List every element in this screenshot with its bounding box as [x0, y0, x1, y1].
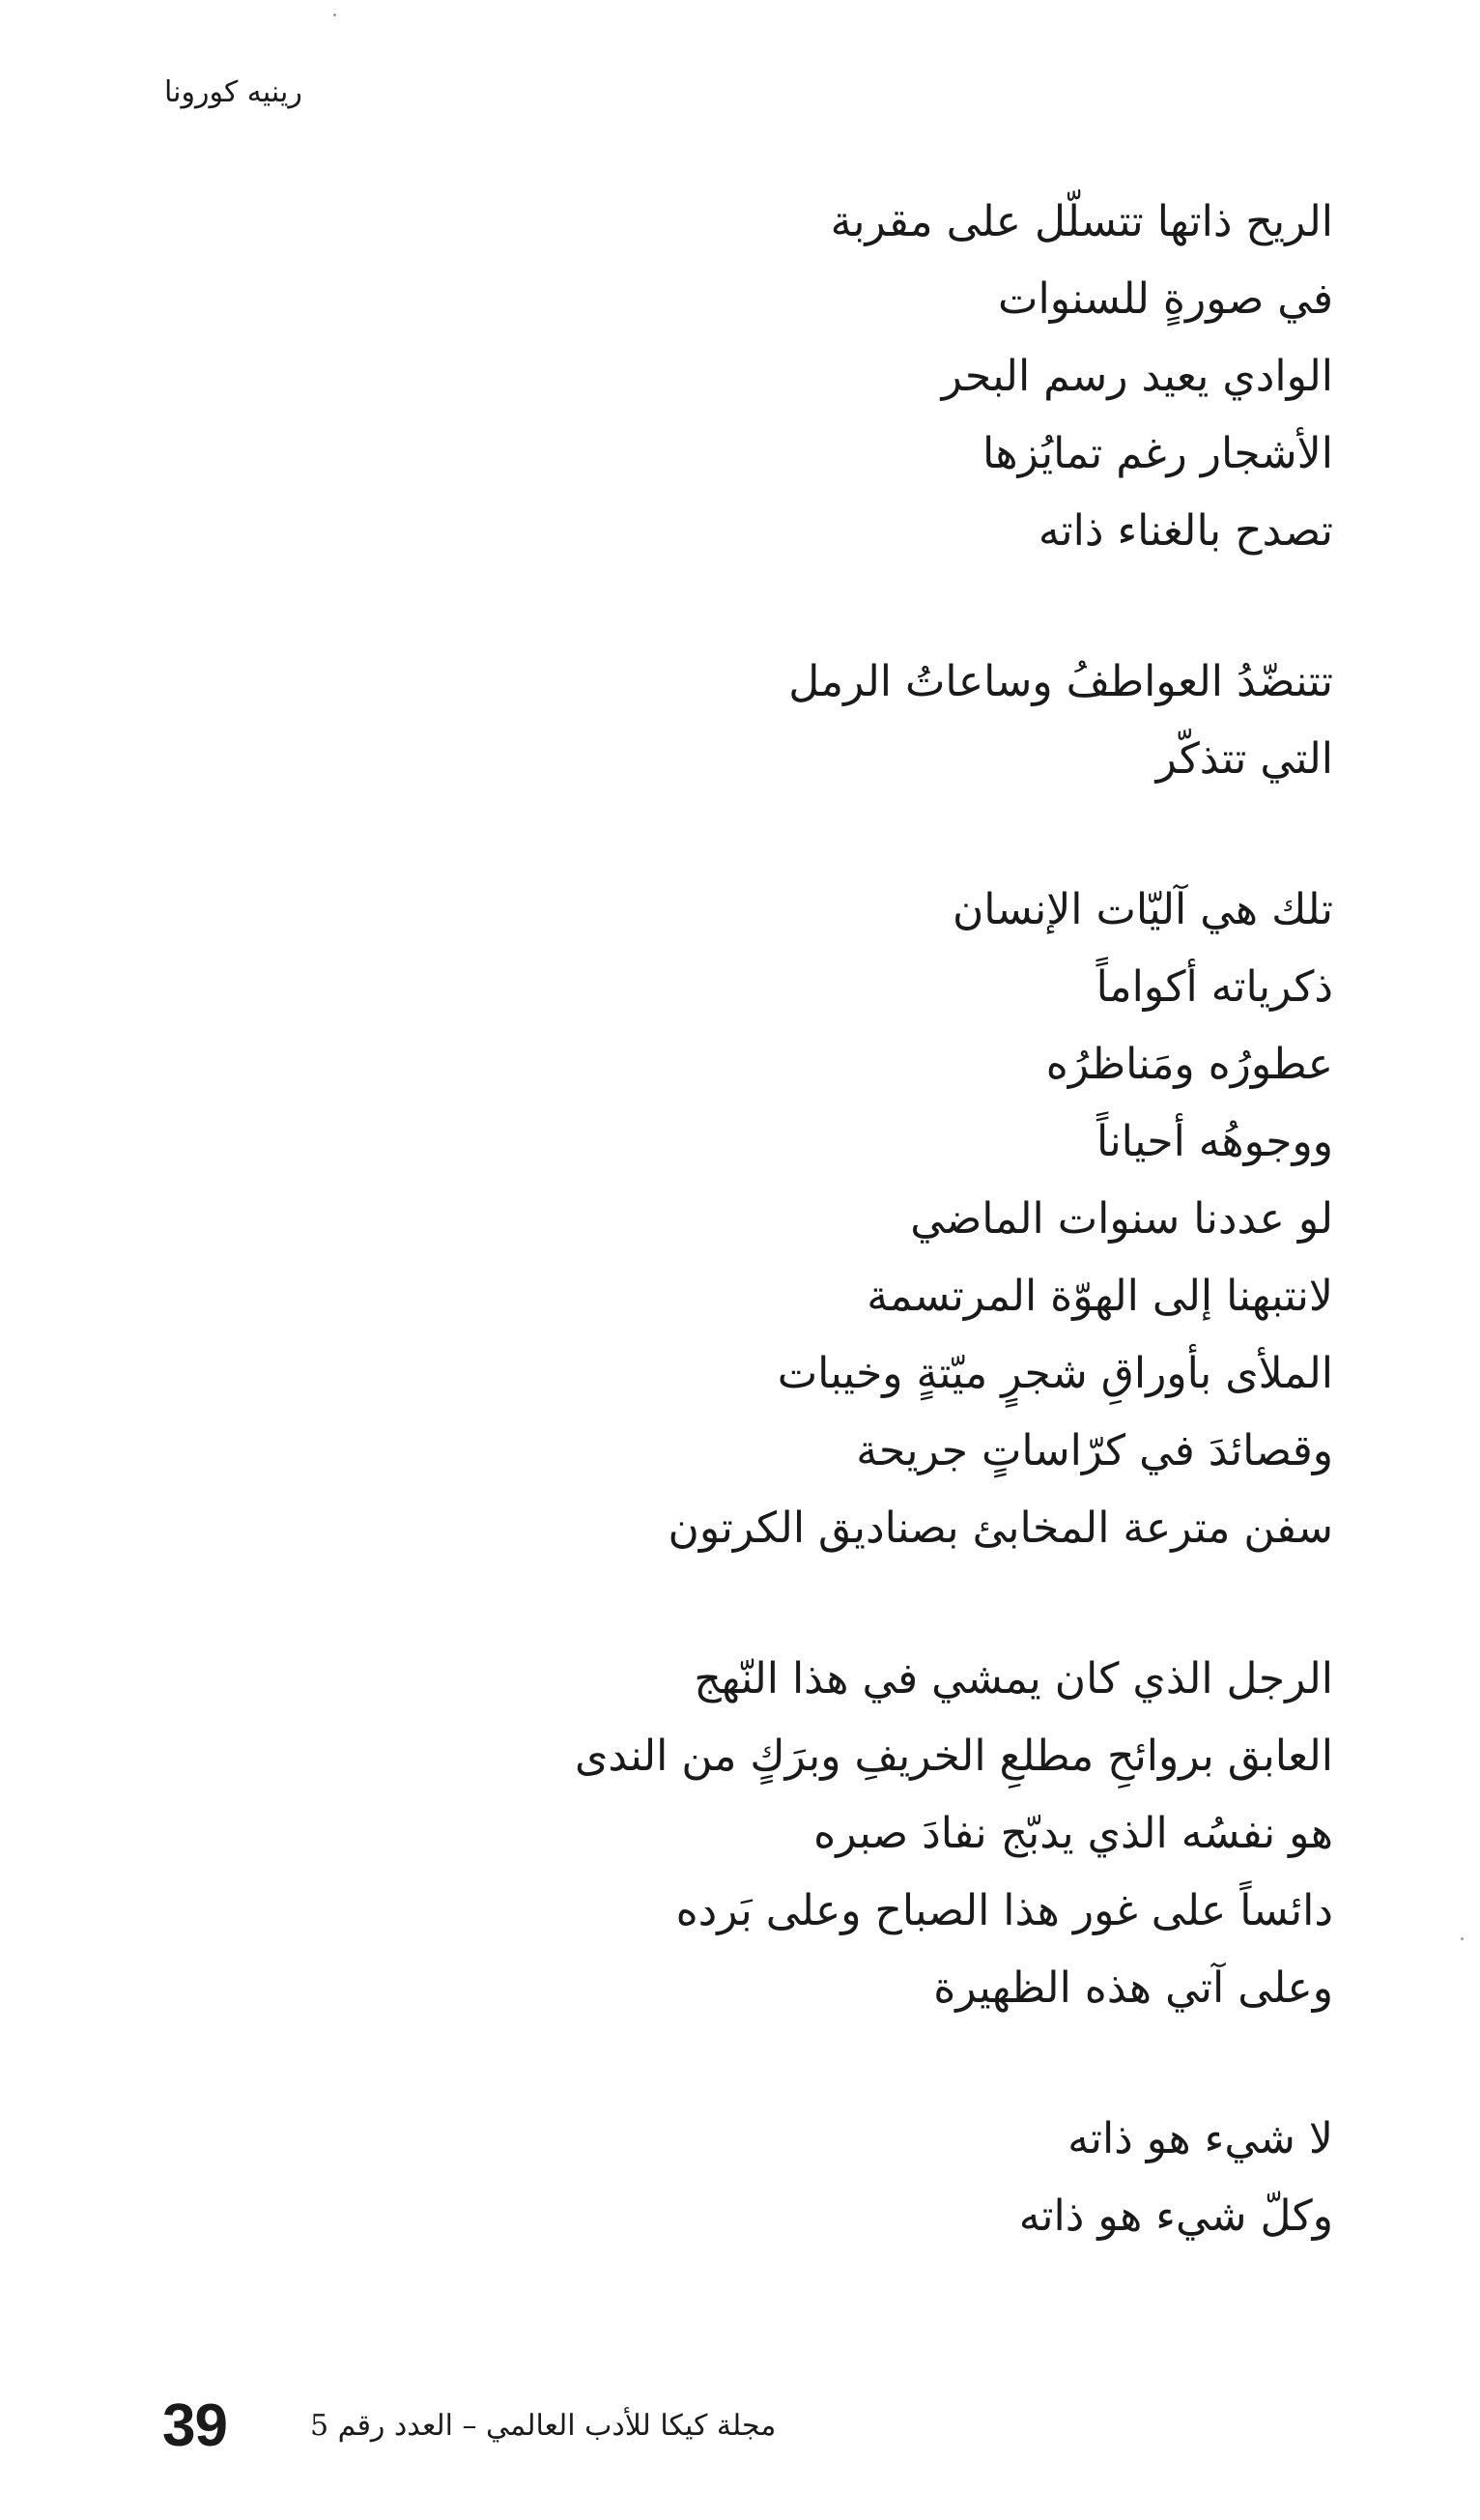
poem-line: الملأى بأوراقِ شجرٍ ميّتةٍ وخيبات [777, 1349, 1333, 1398]
stanza-4 [270, 1641, 1333, 2027]
poem-line: العابق بروائحِ مطلعِ الخريفِ وبرَكٍ من الندى [574, 1732, 1333, 1781]
poem-line: هو نفسُه الذي يدبّج نفادَ صبره [813, 1809, 1333, 1858]
author-name: رينيه كورونا [164, 75, 302, 109]
poem-line: تلك هي آليّات الإنسان [952, 885, 1333, 934]
poem-line: تصدح بالغناء ذاته [1038, 506, 1333, 556]
stanza-5 [270, 2101, 1333, 2255]
poem-line: سفن مترعة المخابئ بصناديق الكرتون [668, 1503, 1333, 1553]
poem-line: التي تتذكّر [1155, 734, 1333, 784]
poem-line: عطورُه ومَناظرُه [1045, 1040, 1333, 1089]
scan-speck [1461, 1937, 1464, 1940]
poem-line: وعلى آتي هذه الظهيرة [933, 1963, 1333, 2013]
poem-line: لا شيء هو ذاته [1067, 2114, 1333, 2163]
scan-speck [333, 14, 336, 16]
poem-line: دائساً على غور هذا الصباح وعلى بَرده [675, 1886, 1333, 1935]
poem-line: في صورةٍ للسنوات [998, 274, 1333, 324]
poem-line: الوادي يعيد رسم البحر [941, 352, 1333, 401]
stanza-2 [270, 644, 1333, 798]
poem-line: تتنضّدُ العواطفُ وساعاتُ الرمل [788, 657, 1333, 706]
journal-title: مجلة كيكا للأدب العالمي – العدد رقم 5 [309, 2408, 777, 2443]
stanza-3 [270, 872, 1333, 1567]
page-number: 39 [162, 2391, 227, 2459]
poem-line: الرجل الذي كان يمشي في هذا النّهج [694, 1654, 1333, 1704]
poem-line: الأشجار رغم تمايُزها [982, 429, 1333, 478]
poem-body [270, 184, 1333, 2329]
poem-line: لانتبهنا إلى الهوّة المرتسمة [867, 1272, 1333, 1321]
poem-line: ذكرياته أكواماً [1096, 962, 1333, 1012]
poem-line: ووجوهُه أحياناً [1096, 1117, 1333, 1166]
stanza-1 [270, 184, 1333, 570]
poem-line: لو عددنا سنوات الماضي [910, 1194, 1333, 1244]
poem-line: وكلّ شيء هو ذاته [1018, 2191, 1333, 2241]
page-footer [162, 2387, 776, 2464]
poem-line: وقصائدَ في كرّاساتٍ جريحة [856, 1426, 1333, 1475]
poem-line: الريح ذاتها تتسلّل على مقربة [830, 197, 1333, 246]
